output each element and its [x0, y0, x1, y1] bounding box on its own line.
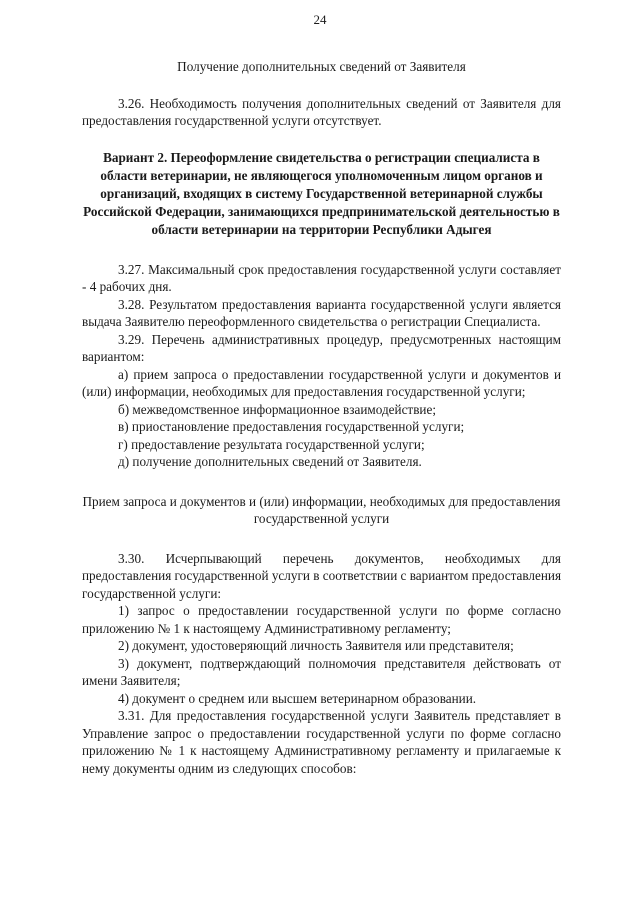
page-number: 24 [313, 12, 327, 27]
list-item-document-3: 3) документ, подтверждающий полномочия представителя действовать от имени Заявителя; [82, 655, 561, 688]
list-item-procedure-a: а) прием запроса о предоставлении государственной услуги и документов и (или) информации, необходимых для предоставления государственной услуги; [82, 366, 561, 399]
paragraph-3-30: 3.30. Исчерпывающий перечень документов, необходимых для предоставления государственной услуги в соответствии с вариантом предоставления государственной услуги: [82, 550, 562, 601]
document-body [82, 58, 561, 777]
list-item-document-1: 1) запрос о предоставлении государственной услуги по форме согласно приложению № 1 к настоящему Административному регламенту; [82, 603, 561, 636]
paragraph-3-31: 3.31. Для предоставления государственной услуги Заявитель представляет в Управление запрос о предоставлении государственной услуги по форме согласно приложению № 1 к настоящему Административному регламенту и прилагаемые к нему документы одним из следующих способов: [82, 708, 561, 776]
list-item-procedure-c: в) приостановление предоставления государственной услуги; [118, 419, 465, 434]
variant-2-heading: Вариант 2. Переоформление свидетельства о регистрации специалиста в области ветеринарии, не являющегося уполномоченным лицом органов и организаций, входящих в систему Государственной ветеринарной службы Российской Федерации, занимающихся предпринимательской деятельностью в области ветеринарии на территории Республики Адыгея [83, 149, 560, 237]
list-item-document-4: 4) документ о среднем или высшем ветеринарном образовании. [118, 690, 477, 706]
section-heading-additional-info: Получение дополнительных сведений от Заявителя [177, 59, 466, 74]
paragraph-3-27: 3.27. Максимальный срок предоставления государственной услуги составляет - 4 рабочих дня. [82, 261, 561, 294]
paragraph-3-29: 3.29. Перечень административных процедур, предусмотренных настоящим вариантом: [82, 331, 561, 364]
list-item-procedure-b: б) межведомственное информационное взаимодействие; [118, 401, 436, 417]
list-item-procedure-d: г) предоставление результата государственной услуги; [118, 436, 425, 452]
list-item-document-2: 2) документ, удостоверяющий личность Заявителя или представителя; [118, 638, 514, 653]
paragraph-3-26: 3.26. Необходимость получения дополнительных сведений от Заявителя для предоставления государственной услуги отсутствует. [82, 95, 561, 128]
paragraph-3-28: 3.28. Результатом предоставления варианта государственной услуги является выдача Заявителю переоформленного свидетельства о регистрации Специалиста. [82, 296, 561, 329]
section-heading-request-intake: Прием запроса и документов и (или) информации, необходимых для предоставления государственной услуги [82, 493, 561, 526]
list-item-procedure-e: д) получение дополнительных сведений от Заявителя. [118, 454, 422, 469]
